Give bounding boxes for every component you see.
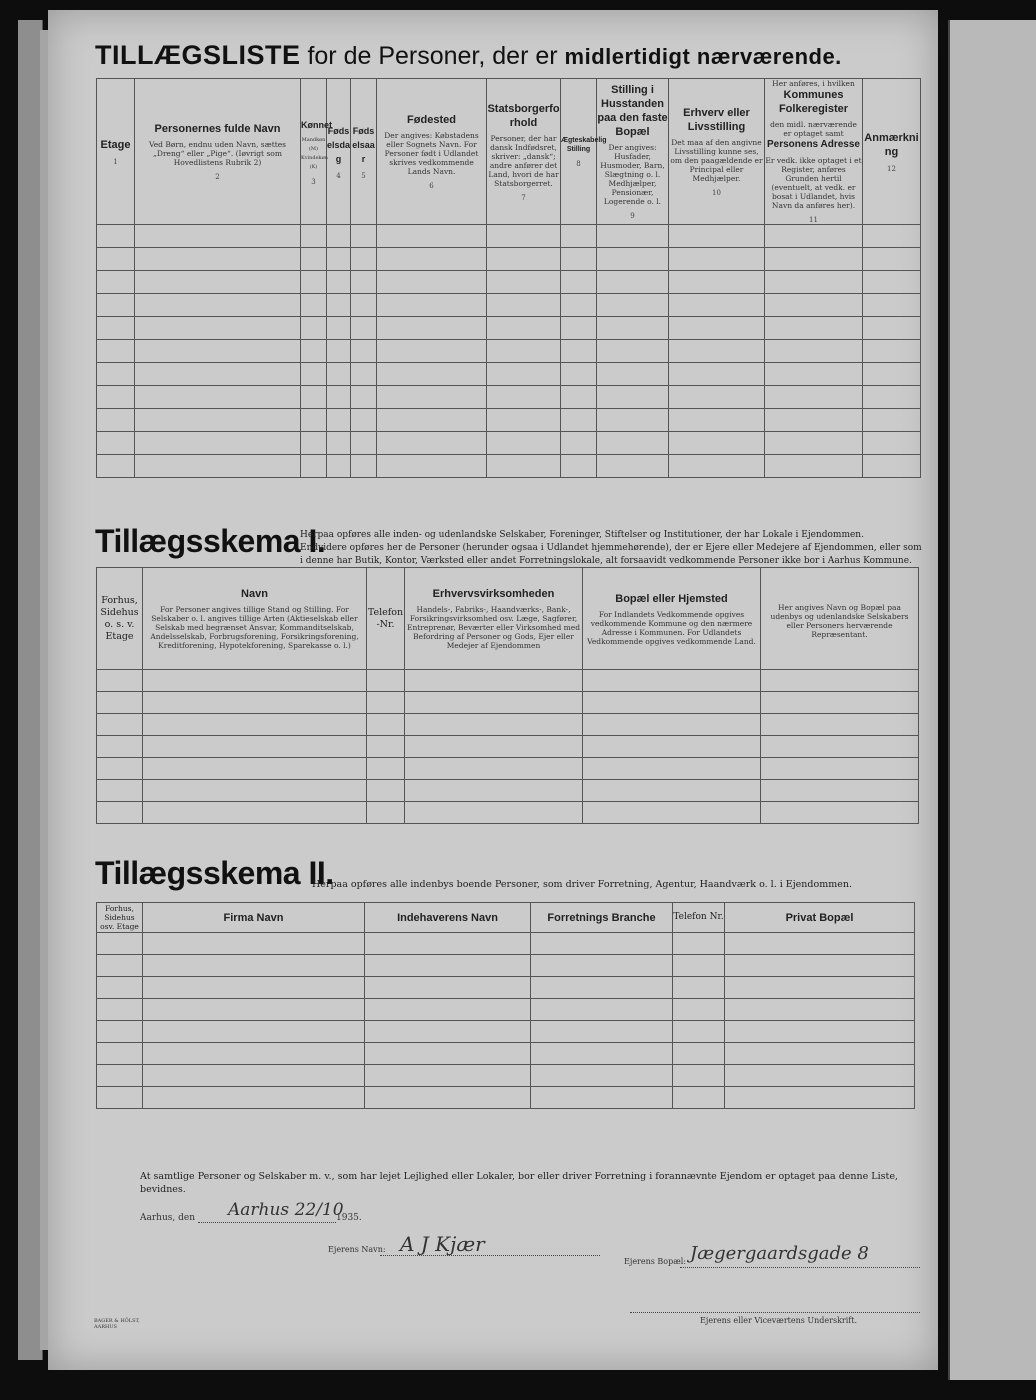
- table-cell[interactable]: [143, 1043, 365, 1065]
- table-row: [97, 780, 919, 802]
- table-cell[interactable]: [765, 363, 863, 386]
- table-cell[interactable]: [669, 294, 765, 317]
- table-cell[interactable]: [143, 1065, 365, 1087]
- main-table: [96, 78, 921, 478]
- table-cell[interactable]: [761, 802, 919, 824]
- table-cell[interactable]: [351, 386, 377, 409]
- table-cell[interactable]: [365, 955, 531, 977]
- skema2-title: Tillægsskema II.: [95, 855, 334, 891]
- table-cell[interactable]: [487, 432, 561, 455]
- place-label: Aarhus, den: [140, 1213, 195, 1223]
- table-cell[interactable]: [487, 386, 561, 409]
- table-cell[interactable]: [367, 802, 405, 824]
- table-cell[interactable]: [669, 248, 765, 271]
- table-cell[interactable]: [561, 363, 597, 386]
- table-cell[interactable]: [377, 455, 487, 478]
- table-cell[interactable]: [531, 999, 673, 1021]
- skema2-intro: Herpaa opføres alle indenbys boende Personer, som driver Forretning, Agentur, Haandværk o. l. i Ejendommen.: [312, 879, 852, 890]
- table-cell[interactable]: [765, 225, 863, 248]
- table-cell[interactable]: [135, 294, 301, 317]
- table-cell[interactable]: [583, 780, 761, 802]
- table-cell[interactable]: [669, 340, 765, 363]
- table-cell[interactable]: [863, 294, 921, 317]
- table-row: [97, 736, 919, 758]
- table-cell[interactable]: [761, 692, 919, 714]
- table-cell[interactable]: [327, 248, 351, 271]
- table-cell[interactable]: [367, 670, 405, 692]
- table-cell[interactable]: [765, 455, 863, 478]
- table-cell[interactable]: [135, 363, 301, 386]
- s2-col-firma: Firma Navn: [143, 903, 365, 933]
- table-cell[interactable]: [97, 670, 143, 692]
- s2-col-bopael: Privat Bopæl: [725, 903, 915, 933]
- table-cell[interactable]: [143, 1087, 365, 1109]
- table-cell[interactable]: [97, 432, 135, 455]
- col-aegteskab: Ægteskabelig Stilling 8: [561, 79, 597, 225]
- table-cell[interactable]: [765, 294, 863, 317]
- table-cell[interactable]: [597, 432, 669, 455]
- table-cell[interactable]: [863, 386, 921, 409]
- table-row: [97, 933, 915, 955]
- table-cell[interactable]: [97, 780, 143, 802]
- table-cell[interactable]: [673, 977, 725, 999]
- handwritten-date: Aarhus 22/10: [228, 1200, 344, 1220]
- table-cell[interactable]: [487, 455, 561, 478]
- table-cell[interactable]: [97, 455, 135, 478]
- table-cell[interactable]: [863, 455, 921, 478]
- table-cell[interactable]: [97, 736, 143, 758]
- table-cell[interactable]: [863, 225, 921, 248]
- year-label: 1935.: [336, 1213, 362, 1223]
- table-cell[interactable]: [327, 317, 351, 340]
- s2-col-telefon: Telefon Nr.: [673, 903, 725, 933]
- table-cell[interactable]: [583, 758, 761, 780]
- table-cell[interactable]: [97, 1043, 143, 1065]
- table-cell[interactable]: [531, 1021, 673, 1043]
- skema1-title: Tillægsskema I.: [95, 523, 326, 559]
- table-cell[interactable]: [97, 317, 135, 340]
- table-cell[interactable]: [761, 670, 919, 692]
- table-cell[interactable]: [597, 294, 669, 317]
- table-cell[interactable]: [367, 780, 405, 802]
- table-cell[interactable]: [863, 340, 921, 363]
- table-cell[interactable]: [143, 736, 367, 758]
- table-cell[interactable]: [765, 340, 863, 363]
- table-cell[interactable]: [351, 248, 377, 271]
- table-row: [97, 432, 921, 455]
- table-cell[interactable]: [327, 432, 351, 455]
- table-cell[interactable]: [301, 248, 327, 271]
- table-cell[interactable]: [377, 386, 487, 409]
- table-cell[interactable]: [367, 736, 405, 758]
- table-cell[interactable]: [725, 1087, 915, 1109]
- table-cell[interactable]: [143, 802, 367, 824]
- table-cell[interactable]: [135, 271, 301, 294]
- table-cell[interactable]: [669, 386, 765, 409]
- table-cell[interactable]: [351, 432, 377, 455]
- table-cell[interactable]: [561, 340, 597, 363]
- table-cell[interactable]: [365, 1043, 531, 1065]
- table-cell[interactable]: [863, 363, 921, 386]
- table-cell[interactable]: [301, 317, 327, 340]
- table-cell[interactable]: [765, 248, 863, 271]
- owner-name-label: Ejerens Navn:: [328, 1245, 386, 1254]
- table-cell[interactable]: [97, 802, 143, 824]
- signature-line: [630, 1312, 920, 1313]
- table-cell[interactable]: [327, 294, 351, 317]
- table-cell[interactable]: [143, 758, 367, 780]
- printer-mark: BAGER & HÖLST, AARHUS: [94, 1318, 140, 1330]
- table-cell[interactable]: [301, 409, 327, 432]
- table-cell[interactable]: [863, 248, 921, 271]
- table-cell[interactable]: [135, 432, 301, 455]
- table-row: [97, 670, 919, 692]
- table-cell[interactable]: [583, 802, 761, 824]
- table-row: [97, 225, 921, 248]
- table-cell[interactable]: [597, 248, 669, 271]
- table-cell[interactable]: [97, 692, 143, 714]
- s1-col-telefon: Telefon-Nr.: [367, 568, 405, 670]
- table-cell[interactable]: [97, 1087, 143, 1109]
- table-cell[interactable]: [405, 736, 583, 758]
- table-cell[interactable]: [301, 386, 327, 409]
- col-koennet: Kønnet Mandkøn (M) Kvindekøn (K) 3: [301, 79, 327, 225]
- col-statsborger: Statsborgerforhold Personer, der har dansk Indfødsret, skriver: „dansk“; andre anfører det Land, hvori de har Statsborgerret. 7: [487, 79, 561, 225]
- table-cell[interactable]: [561, 317, 597, 340]
- table-cell[interactable]: [863, 432, 921, 455]
- col-erhverv: Erhverv eller Livsstilling Det maa af den angivne Livsstilling kunne ses, om den paagældende er Principal eller Medhjælper. 10: [669, 79, 765, 225]
- skema1-table: [96, 567, 919, 824]
- table-cell[interactable]: [597, 455, 669, 478]
- table-cell[interactable]: [487, 271, 561, 294]
- skema2-table: [96, 902, 915, 1109]
- table-row: [97, 386, 921, 409]
- table-cell[interactable]: [301, 340, 327, 363]
- col-foedested: Fødested Der angives: Købstadens eller Sognets Navn. For Personer født i Udlandet skrives vedkommende Lands Navn. 6: [377, 79, 487, 225]
- table-cell[interactable]: [143, 955, 365, 977]
- table-cell[interactable]: [725, 1065, 915, 1087]
- table-cell[interactable]: [97, 294, 135, 317]
- table-cell[interactable]: [97, 955, 143, 977]
- table-cell[interactable]: [597, 317, 669, 340]
- table-cell[interactable]: [405, 670, 583, 692]
- table-cell[interactable]: [97, 225, 135, 248]
- signature-label: Ejerens eller Viceværtens Underskrift.: [700, 1316, 858, 1325]
- table-cell[interactable]: [765, 317, 863, 340]
- table-cell[interactable]: [673, 1065, 725, 1087]
- s2-col-branche: Forretnings Branche: [531, 903, 673, 933]
- table-cell[interactable]: [143, 714, 367, 736]
- table-row: [97, 714, 919, 736]
- col-foedselsdag: Fødselsdag 4: [327, 79, 351, 225]
- table-cell[interactable]: [97, 714, 143, 736]
- table-cell[interactable]: [597, 386, 669, 409]
- table-cell[interactable]: [487, 340, 561, 363]
- s1-col-bopael: Bopæl eller Hjemsted For Indlandets Vedkommende opgives vedkommende Kommune og den nærmere Adresse i Kommunen. For Udlandets Vedkommende opgives vedkommende Land.: [583, 568, 761, 670]
- table-row: [97, 1065, 915, 1087]
- table-cell[interactable]: [143, 933, 365, 955]
- table-cell[interactable]: [863, 317, 921, 340]
- table-cell[interactable]: [765, 409, 863, 432]
- table-cell[interactable]: [97, 1065, 143, 1087]
- table-cell[interactable]: [561, 294, 597, 317]
- s1-col-navn: Navn For Personer angives tillige Stand og Stilling. For Selskaber o. l. angives tillige Arten (Aktieselskab eller Selskab med begrænset Ansvar, Kommanditselskab, Andelsselskab, Forbrugsforening, Forsikringsforening, Kreditforening, Hypotekforening, Sparekasse o. l.): [143, 568, 367, 670]
- table-cell[interactable]: [143, 999, 365, 1021]
- table-cell[interactable]: [351, 294, 377, 317]
- table-cell[interactable]: [725, 933, 915, 955]
- table-cell[interactable]: [135, 340, 301, 363]
- table-cell[interactable]: [301, 294, 327, 317]
- table-cell[interactable]: [725, 1021, 915, 1043]
- table-cell[interactable]: [135, 248, 301, 271]
- table-cell[interactable]: [765, 271, 863, 294]
- table-cell[interactable]: [669, 409, 765, 432]
- table-row: [97, 977, 915, 999]
- table-cell[interactable]: [669, 317, 765, 340]
- table-cell[interactable]: [97, 409, 135, 432]
- s1-col-erhverv: Erhvervsvirksomheden Handels-, Fabriks-, Haandværks-, Bank-, Forsikringsvirksomhed osv. Læge, Sagfører, Entreprenør, Beværter eller Virksomhed med Befordring af Personer og Gods, Ejer eller Medejer af Ejendommen: [405, 568, 583, 670]
- s1-col-repraesentant: Her angives Navn og Bopæl paa udenbys og udenlandske Selskabers eller Personers herværende Repræsentant.: [761, 568, 919, 670]
- table-cell[interactable]: [143, 692, 367, 714]
- table-cell[interactable]: [377, 340, 487, 363]
- table-cell[interactable]: [531, 1065, 673, 1087]
- table-cell[interactable]: [405, 758, 583, 780]
- table-cell[interactable]: [377, 317, 487, 340]
- col-navn: Personernes fulde Navn Ved Børn, endnu uden Navn, sættes „Dreng“ eller „Pige“. (Iøvrigt som Hovedlistens Rubrik 2) 2: [135, 79, 301, 225]
- table-cell[interactable]: [761, 736, 919, 758]
- col-folkeregister: Her anføres, i hvilken Kommunes Folkeregister den midl. nærværende er optaget samt Personens Adresse Er vedk. ikke optaget i et Register, anføres Grunden hertil (eventuelt, at vedk. er bosat i Udlandet, hvis Navn da anføres her). 11: [765, 79, 862, 224]
- table-cell[interactable]: [301, 225, 327, 248]
- table-cell[interactable]: [327, 386, 351, 409]
- skema1-intro: Herpaa opføres alle inden- og udenlandske Selskaber, Foreninger, Stiftelser og Institutioner, der har Lokale i Ejendommen. Endvidere opføres her de Personer (herunder ogsaa i Udlandet hjemmehørende), der er Ejere eller Medejere af Ejendommen, eller som i denne har Butik, Kontor, Værksted eller andet Forretningslokale, alt forsaavidt vedkommende Personer ikke bor i Aarhus Kommune.: [300, 530, 922, 566]
- table-cell[interactable]: [561, 271, 597, 294]
- owner-name-handwritten: A J Kjær: [400, 1232, 485, 1256]
- table-cell[interactable]: [377, 271, 487, 294]
- col-etage: Etage 1: [97, 79, 135, 225]
- table-cell[interactable]: [669, 432, 765, 455]
- table-row: [97, 294, 921, 317]
- table-cell[interactable]: [583, 736, 761, 758]
- table-cell[interactable]: [377, 248, 487, 271]
- table-cell[interactable]: [669, 363, 765, 386]
- table-cell[interactable]: [863, 409, 921, 432]
- table-cell[interactable]: [351, 455, 377, 478]
- table-cell[interactable]: [367, 692, 405, 714]
- table-cell[interactable]: [561, 432, 597, 455]
- table-cell[interactable]: [327, 340, 351, 363]
- table-cell[interactable]: [327, 271, 351, 294]
- table-cell[interactable]: [367, 714, 405, 736]
- table-row: [97, 1043, 915, 1065]
- s1-col-etage: Forhus, Sidehus o. s. v. Etage: [97, 568, 143, 670]
- table-cell[interactable]: [765, 386, 863, 409]
- table-cell[interactable]: [301, 271, 327, 294]
- table-cell[interactable]: [561, 225, 597, 248]
- table-cell[interactable]: [761, 714, 919, 736]
- table-cell[interactable]: [143, 977, 365, 999]
- table-cell[interactable]: [351, 363, 377, 386]
- table-cell[interactable]: [725, 955, 915, 977]
- table-cell[interactable]: [761, 780, 919, 802]
- table-cell[interactable]: [597, 271, 669, 294]
- table-cell[interactable]: [97, 977, 143, 999]
- table-row: [97, 1087, 915, 1109]
- form-title: TILLÆGSLISTE for de Personer, der er midlertidigt nærværende.: [95, 40, 842, 70]
- table-row: [97, 1021, 915, 1043]
- owner-address-line: [680, 1267, 920, 1268]
- table-cell[interactable]: [561, 409, 597, 432]
- table-cell[interactable]: [351, 317, 377, 340]
- table-cell[interactable]: [487, 363, 561, 386]
- table-cell[interactable]: [863, 271, 921, 294]
- table-cell[interactable]: [135, 409, 301, 432]
- table-cell[interactable]: [405, 780, 583, 802]
- table-cell[interactable]: [583, 670, 761, 692]
- table-cell[interactable]: [561, 248, 597, 271]
- table-row: [97, 955, 915, 977]
- table-cell[interactable]: [351, 409, 377, 432]
- table-cell[interactable]: [487, 294, 561, 317]
- table-cell[interactable]: [365, 999, 531, 1021]
- table-cell[interactable]: [351, 271, 377, 294]
- table-cell[interactable]: [135, 455, 301, 478]
- table-row: [97, 802, 919, 824]
- table-cell[interactable]: [487, 248, 561, 271]
- table-cell[interactable]: [301, 363, 327, 386]
- table-cell[interactable]: [561, 386, 597, 409]
- table-cell[interactable]: [351, 340, 377, 363]
- table-row: [97, 455, 921, 478]
- table-row: [97, 271, 921, 294]
- table-cell[interactable]: [377, 294, 487, 317]
- table-cell[interactable]: [135, 317, 301, 340]
- table-cell[interactable]: [365, 1065, 531, 1087]
- table-cell[interactable]: [583, 692, 761, 714]
- table-row: [97, 363, 921, 386]
- table-cell[interactable]: [765, 432, 863, 455]
- table-cell[interactable]: [531, 933, 673, 955]
- table-cell[interactable]: [725, 999, 915, 1021]
- table-cell[interactable]: [367, 758, 405, 780]
- table-cell[interactable]: [327, 409, 351, 432]
- footer-statement: At samtlige Personer og Selskaber m. v., som har lejet Lejlighed eller Lokaler, bor eller driver Forretning i forannævnte Ejendom er optaget paa denne Liste, bevidnes.: [140, 1171, 898, 1195]
- col-stilling: Stilling i Husstanden paa den faste Bopæl Der angives: Husfader, Husmoder, Barn, Slægtning o. l. Medhjælper, Pensionær, Logerende o. l. 9: [597, 79, 669, 225]
- table-cell[interactable]: [97, 758, 143, 780]
- table-cell[interactable]: [669, 455, 765, 478]
- date-line: [198, 1222, 336, 1223]
- table-cell[interactable]: [365, 1087, 531, 1109]
- table-cell[interactable]: [97, 386, 135, 409]
- table-cell[interactable]: [487, 409, 561, 432]
- s2-col-indehaver: Indehaverens Navn: [365, 903, 531, 933]
- table-cell[interactable]: [487, 317, 561, 340]
- table-cell[interactable]: [351, 225, 377, 248]
- next-page-edge: [948, 20, 1036, 1380]
- table-cell[interactable]: [135, 386, 301, 409]
- table-cell[interactable]: [531, 1043, 673, 1065]
- table-cell[interactable]: [97, 933, 143, 955]
- table-cell[interactable]: [673, 933, 725, 955]
- table-cell[interactable]: [143, 670, 367, 692]
- table-cell[interactable]: [135, 225, 301, 248]
- table-cell[interactable]: [377, 363, 487, 386]
- table-cell[interactable]: [405, 802, 583, 824]
- table-cell[interactable]: [327, 363, 351, 386]
- table-cell[interactable]: [377, 409, 487, 432]
- table-cell[interactable]: [365, 933, 531, 955]
- table-cell[interactable]: [673, 1043, 725, 1065]
- table-cell[interactable]: [97, 1021, 143, 1043]
- table-cell[interactable]: [327, 455, 351, 478]
- table-cell[interactable]: [531, 955, 673, 977]
- table-row: [97, 340, 921, 363]
- table-cell[interactable]: [365, 977, 531, 999]
- table-cell[interactable]: [365, 1021, 531, 1043]
- table-cell[interactable]: [761, 758, 919, 780]
- table-cell[interactable]: [143, 780, 367, 802]
- table-cell[interactable]: [597, 340, 669, 363]
- table-cell[interactable]: [143, 1021, 365, 1043]
- table-cell[interactable]: [377, 225, 487, 248]
- table-cell[interactable]: [97, 363, 135, 386]
- table-cell[interactable]: [669, 271, 765, 294]
- table-cell[interactable]: [597, 409, 669, 432]
- table-cell[interactable]: [561, 455, 597, 478]
- table-row: [97, 758, 919, 780]
- table-cell[interactable]: [97, 999, 143, 1021]
- table-cell[interactable]: [597, 225, 669, 248]
- table-cell[interactable]: [487, 225, 561, 248]
- table-row: [97, 317, 921, 340]
- table-cell[interactable]: [673, 1021, 725, 1043]
- owner-address-handwritten: Jægergaardsgade 8: [690, 1243, 869, 1264]
- col-foedselsaar: Fødselsaar 5: [351, 79, 377, 225]
- table-cell[interactable]: [405, 692, 583, 714]
- table-row: [97, 248, 921, 271]
- table-cell[interactable]: [301, 455, 327, 478]
- table-cell[interactable]: [597, 363, 669, 386]
- table-cell[interactable]: [327, 225, 351, 248]
- table-cell[interactable]: [97, 248, 135, 271]
- col-anmaerkning: Anmærkning 12: [863, 79, 921, 225]
- table-cell[interactable]: [377, 432, 487, 455]
- table-cell[interactable]: [97, 271, 135, 294]
- table-cell[interactable]: [405, 714, 583, 736]
- table-cell[interactable]: [673, 1087, 725, 1109]
- table-cell[interactable]: [531, 1087, 673, 1109]
- table-row: [97, 999, 915, 1021]
- table-cell[interactable]: [669, 225, 765, 248]
- table-row: [97, 409, 921, 432]
- table-cell[interactable]: [725, 977, 915, 999]
- table-cell[interactable]: [531, 977, 673, 999]
- table-cell[interactable]: [583, 714, 761, 736]
- owner-address-label: Ejerens Bopæl:: [624, 1257, 687, 1266]
- table-row: [97, 692, 919, 714]
- table-cell[interactable]: [725, 1043, 915, 1065]
- table-cell[interactable]: [97, 340, 135, 363]
- table-cell[interactable]: [673, 955, 725, 977]
- table-cell[interactable]: [301, 432, 327, 455]
- table-cell[interactable]: [673, 999, 725, 1021]
- s2-col-etage: Forhus, Sidehus osv. Etage: [97, 903, 143, 933]
